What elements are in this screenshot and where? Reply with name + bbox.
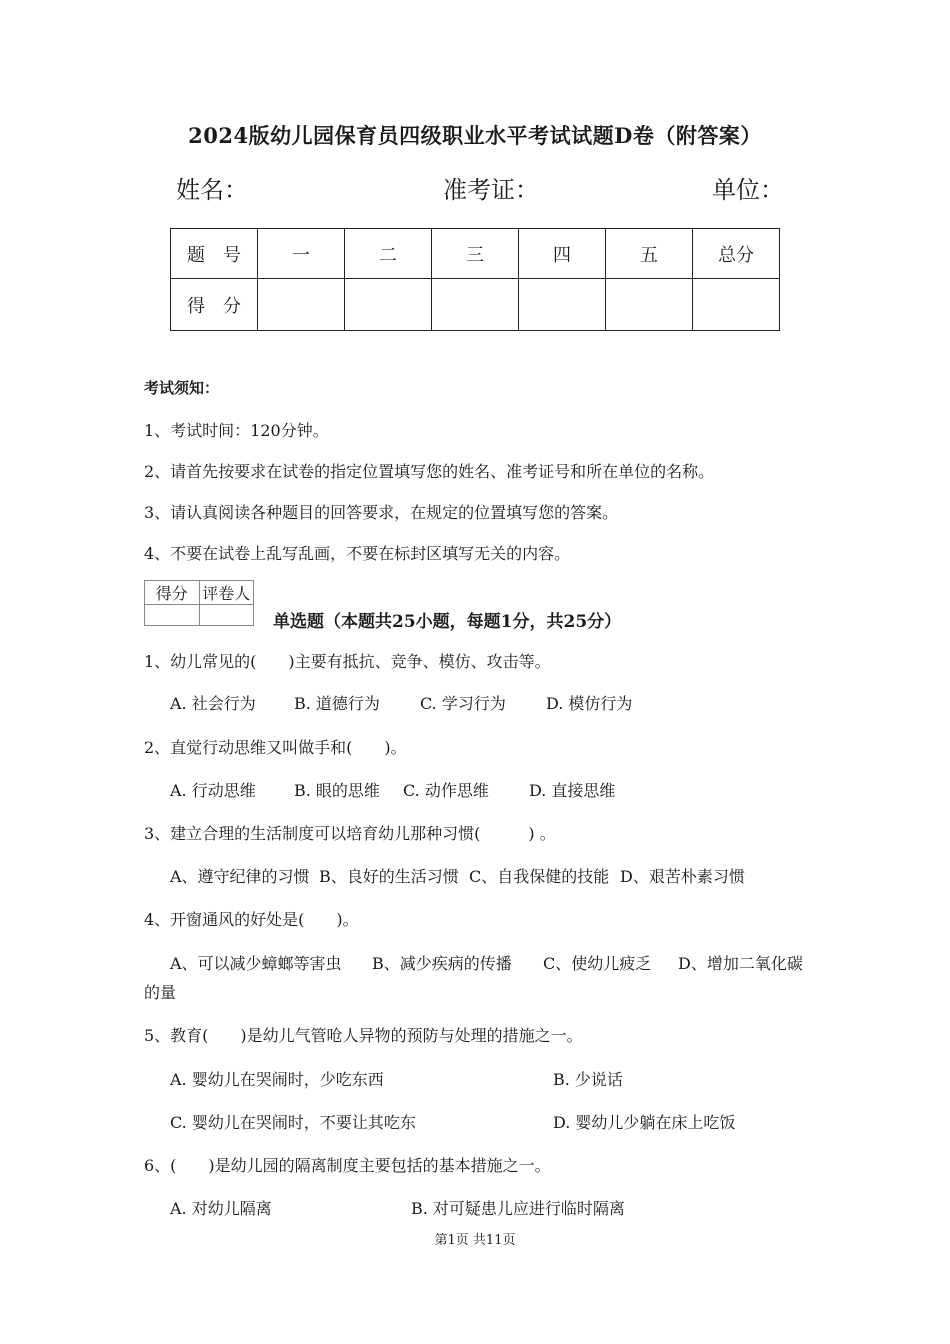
score-row-label: 得 分 (171, 279, 258, 331)
q1-option-c: C. 学习行为 (420, 694, 506, 713)
q3-option-a: A、遵守纪律的习惯 (170, 867, 310, 886)
unit-label: 单位： (712, 176, 784, 204)
question-4-stem: 4、开窗通风的好处是( )。 (144, 910, 359, 929)
q4-option-b: B、减少疾病的传播 (372, 954, 512, 973)
grader-score-label: 得分 (145, 581, 200, 605)
q1-option-b: B. 道德行为 (294, 694, 380, 713)
grader-reviewer-cell[interactable] (199, 605, 254, 626)
q3-option-b: B、良好的生活习惯 (319, 867, 459, 886)
grader-score-cell[interactable] (145, 605, 200, 626)
score-header-4: 四 (519, 229, 606, 279)
q4-option-c: C、使幼儿疲乏 (543, 954, 652, 973)
score-cell-1[interactable] (258, 279, 345, 331)
question-2-stem: 2、直觉行动思维又叫做手和( )。 (144, 738, 407, 757)
question-5-stem: 5、教育( )是幼儿气管呛人异物的预防与处理的措施之一。 (144, 1026, 583, 1045)
q3-option-c: C、自我保健的技能 (469, 867, 610, 886)
q2-option-c: C. 动作思维 (403, 781, 489, 800)
notice-heading: 考试须知： (144, 379, 220, 397)
q1-option-d: D. 模仿行为 (546, 694, 633, 713)
question-3-stem: 3、建立合理的生活制度可以培育幼儿那种习惯( ) 。 (144, 824, 556, 843)
score-header-3: 三 (432, 229, 519, 279)
score-cell-4[interactable] (519, 279, 606, 331)
q3-option-d: D、艰苦朴素习惯 (620, 867, 745, 886)
score-cell-2[interactable] (345, 279, 432, 331)
grader-box (144, 580, 254, 626)
question-6-stem: 6、( )是幼儿园的隔离制度主要包括的基本措施之一。 (144, 1156, 551, 1175)
q2-option-a: A. 行动思维 (170, 781, 256, 800)
question-1-stem: 1、幼儿常见的( )主要有抵抗、竞争、模仿、攻击等。 (144, 652, 551, 671)
score-header-1: 一 (258, 229, 345, 279)
grader-reviewer-label: 评卷人 (199, 581, 254, 605)
name-label: 姓名： (176, 176, 248, 204)
q2-option-b: B. 眼的思维 (294, 781, 380, 800)
q5-option-a: A. 婴幼儿在哭闹时，少吃东西 (170, 1070, 384, 1089)
q4-option-d-wrap: 的量 (144, 983, 177, 1002)
score-header-2: 二 (345, 229, 432, 279)
score-header-total: 总分 (693, 229, 780, 279)
section-heading: 单选题（本题共25小题，每题1分，共25分） (273, 612, 622, 632)
page-title: 2024版幼儿园保育员四级职业水平考试试题D卷（附答案） (188, 123, 762, 148)
q1-option-a: A. 社会行为 (170, 694, 256, 713)
q2-option-d: D. 直接思维 (529, 781, 616, 800)
q5-option-d: D. 婴幼儿少躺在床上吃饭 (553, 1113, 736, 1132)
q6-option-b: B. 对可疑患儿应进行临时隔离 (411, 1199, 625, 1218)
score-cell-total[interactable] (693, 279, 780, 331)
score-cell-5[interactable] (606, 279, 693, 331)
notice-item-3: 3、请认真阅读各种题目的回答要求，在规定的位置填写您的答案。 (144, 503, 619, 522)
score-table (170, 228, 780, 331)
score-header-label: 题 号 (171, 229, 258, 279)
q6-option-a: A. 对幼儿隔离 (170, 1199, 272, 1218)
q5-option-b: B. 少说话 (553, 1070, 623, 1089)
score-cell-3[interactable] (432, 279, 519, 331)
notice-item-4: 4、不要在试卷上乱写乱画，不要在标封区填写无关的内容。 (144, 544, 571, 563)
notice-item-1: 1、考试时间：120分钟。 (144, 421, 329, 440)
q5-option-c: C. 婴幼儿在哭闹时，不要让其吃东 (170, 1113, 416, 1132)
notice-item-2: 2、请首先按要求在试卷的指定位置填写您的姓名、准考证号和所在单位的名称。 (144, 462, 715, 481)
q4-option-a: A、可以减少蟑螂等害虫 (170, 954, 342, 973)
page-footer: 第1页 共11页 (434, 1233, 516, 1248)
exam-id-label: 准考证： (443, 176, 539, 204)
q4-option-d: D、增加二氧化碳 (678, 954, 803, 973)
score-header-5: 五 (606, 229, 693, 279)
